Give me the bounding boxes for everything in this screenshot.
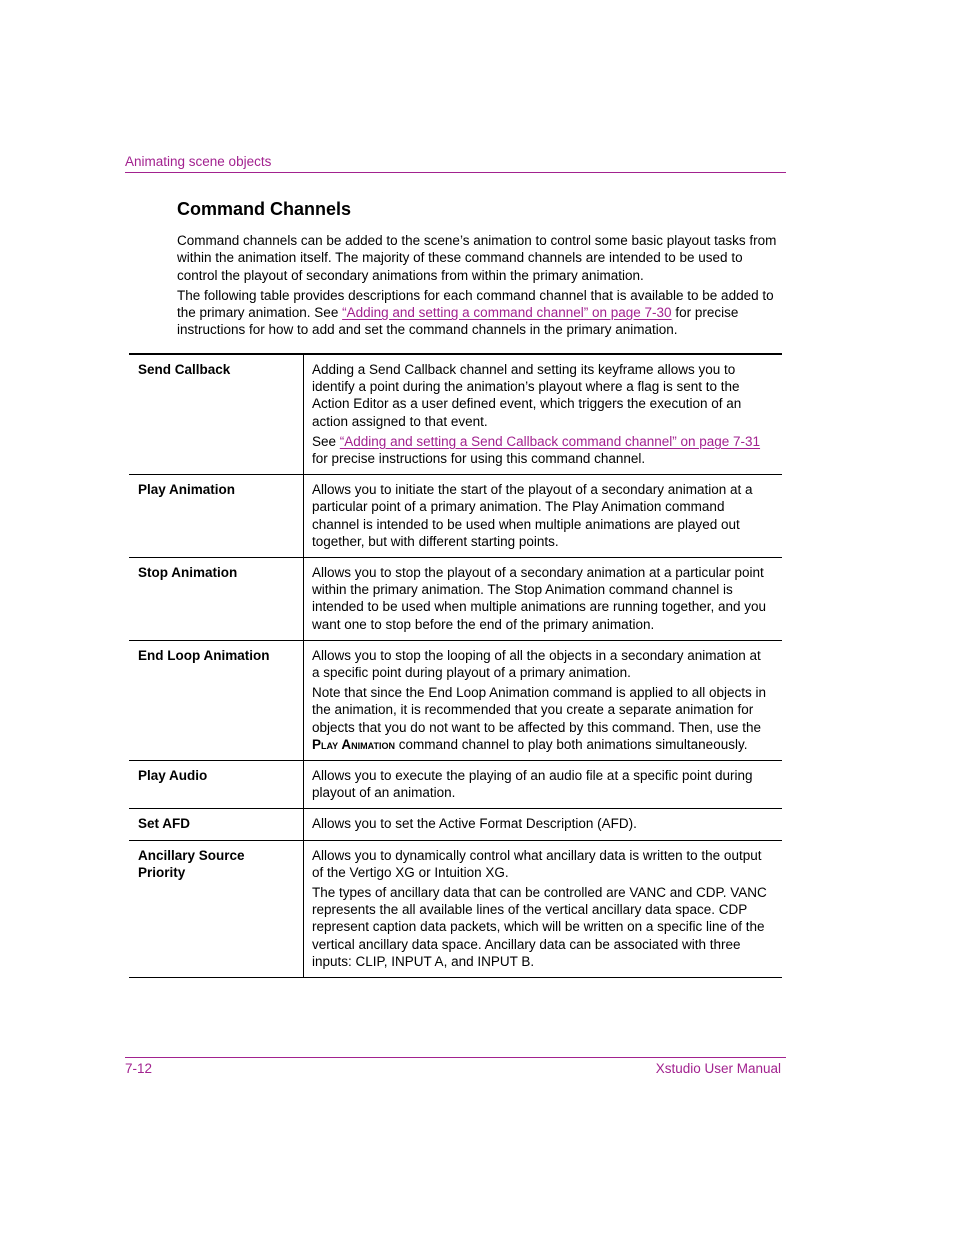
table-row [129, 840, 782, 977]
running-header [125, 154, 786, 173]
cross-reference-link[interactable]: “Adding and setting a Send Callback command channel” on page 7-31 [339, 433, 761, 449]
manual-title: Xstudio User Manual [655, 1061, 781, 1076]
table-row [129, 354, 782, 475]
page-number: 7-12 [125, 1061, 153, 1076]
channel-description: Allows you to dynamically control what ancillary data is written to the output of the Vertigo XG or Intuition XG. The types of ancillary data that can be controlled are VANC and CDP. VANC represents the all available lines of the vertical ancillary data space. CDP represent caption data packets, which will be written on a specific line of the vertical ancillary data space. Ancillary data can be associated with three inputs: CLIP, INPUT A, and INPUT B. [304, 840, 783, 977]
running-footer [125, 1057, 786, 1076]
intro [177, 232, 777, 342]
ui-term: Play Animation [312, 736, 396, 752]
channel-description: Allows you to set the Active Format Description (AFD). [304, 809, 783, 840]
page-title: Command Channels [177, 199, 352, 219]
table-row [129, 761, 782, 809]
channel-name: Play Animation [129, 475, 304, 558]
cross-reference-link[interactable]: “Adding and setting a command channel” on page 7-30 [342, 305, 672, 321]
table-row [129, 475, 782, 558]
command-channel-table [129, 353, 782, 978]
channel-name: Set AFD [129, 809, 304, 840]
channel-description: Allows you to stop the looping of all the objects in a secondary animation at a specific point during playout of a primary animation. Note that since the End Loop Animation command is applied to all objects in the animation, it is recommended that you create a separate animation for objects that you do not want to be affected by this command. Then, use the Play Animation command channel to play both animations simultaneously. [304, 640, 783, 760]
section-name: Animating scene objects [125, 154, 272, 169]
channel-description: Adding a Send Callback channel and setting its keyframe allows you to identify a point during the animation’s playout where a flag is sent to the Action Editor as a user defined event, which triggers the execution of an action assigned to that event. See “Adding and setting a Send Callback command channel” on page 7-31 for precise instructions for using this command channel. [304, 354, 783, 475]
channel-description: Allows you to stop the playout of a secondary animation at a particular point within the primary animation. The Stop Animation command channel is intended to be used when multiple animations are running together, and you want one to stop before the end of the primary animation. [304, 558, 783, 641]
channel-name: Play Audio [129, 761, 304, 809]
channel-name: Send Callback [129, 354, 304, 475]
intro-paragraph: The following table provides descriptions for each command channel that is available to be added to the primary animation. See “Adding and setting a command channel” on page 7-30 for precise instructions for how to add and set the command channels in the primary animation. [177, 287, 774, 338]
channel-name: Ancillary Source Priority [129, 840, 304, 977]
channel-name: End Loop Animation [129, 640, 304, 760]
table-row [129, 640, 782, 760]
channel-description: Allows you to execute the playing of an audio file at a specific point during playout of an animation. [304, 761, 783, 809]
channel-name: Stop Animation [129, 558, 304, 641]
channel-description: Allows you to initiate the start of the playout of a secondary animation at a particular point of a primary animation. The Play Animation command channel is intended to be used when multiple animations are played out together, but with different starting points. [304, 475, 783, 558]
table-row [129, 558, 782, 641]
intro-paragraph: Command channels can be added to the scene’s animation to control some basic playout tasks from within the animation itself. The majority of these command channels are intended to be used to control the playout of secondary animations from within the primary animation. [177, 233, 777, 283]
table-row [129, 809, 782, 840]
